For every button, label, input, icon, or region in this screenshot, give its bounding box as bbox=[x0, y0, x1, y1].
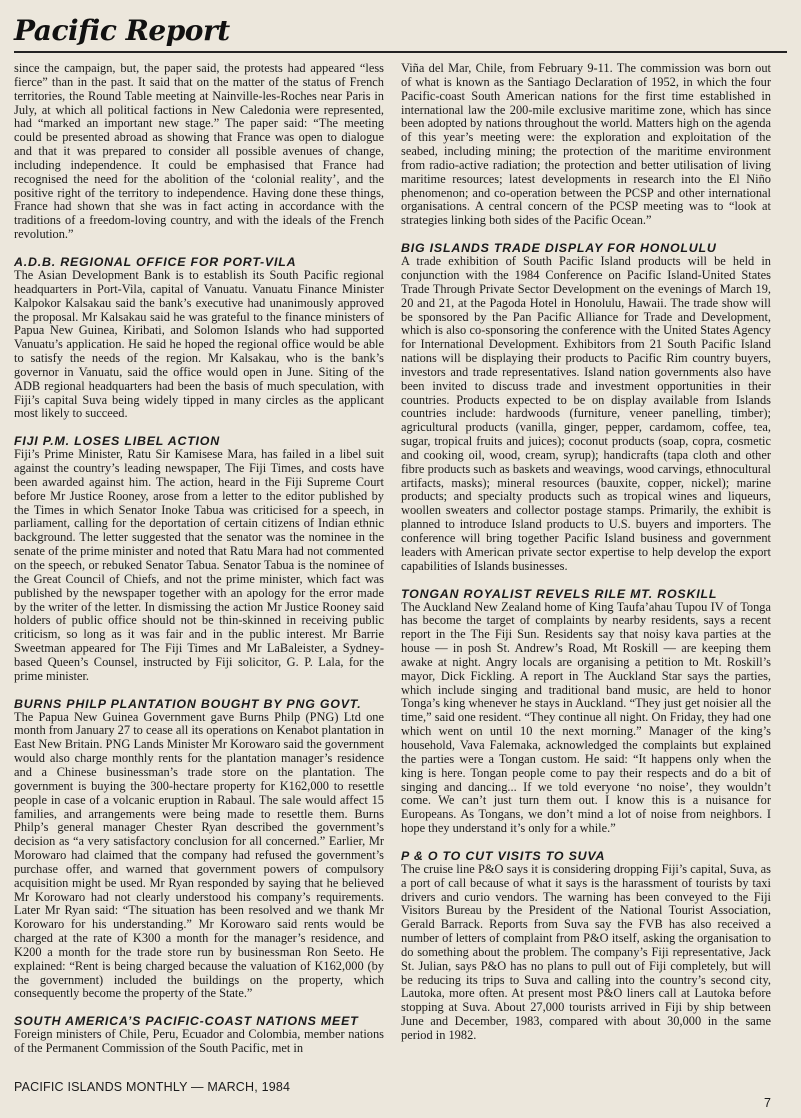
footer-issue-line: PACIFIC ISLANDS MONTHLY — MARCH, 1984 bbox=[14, 1080, 291, 1094]
burns-philp-heading: BURNS PHILP PLANTATION BOUGHT BY PNG GOVT. bbox=[14, 696, 362, 711]
trade-display-body: A trade exhibition of South Pacific Island products will be held in conjunction with the 1984 Conference on Pacific Island-United States Trade Through Private Sector Development on the evenings of March 19, 20 and 21, at the Pagoda Hotel in Honolulu, Hawaii. The trade show will be sponsored by the Pan Pacific Alliance for Trade and Development, which is also co-sponsoring the conference with the United States Agency for International Development. Exhibitors from 21 South Pacific Island nations will be displaying their products to Pacific Rim country buyers, investors and trade representatives. Island nation governments also have been invited to discuss trade and investment opportunities in their countries. Products expected to be on display available from Islands countries include: hardwoods (furniture, veneer panelling, timber); agricultural products (vanilla, ginger, pepper, cardamom, coffee, tea, sugar, tropical fruits and juices); coconut products (soap, copra, cosmetic and cooking oil, wood, cream, syrup); handicrafts (tapa cloth and other fibre products such as baskets and weavings, wood carvings, ethnocultural artifacts, masks); mineral resources (bauxite, copper, nickel); marine products; and specialty products such as tropical wines and liqueurs, woollen sweaters and collector postage stamps. Primarily, the exhibit is planned to introduce Island products to U.S. buyers and importers. The conference will bring together Pacific Island business and government leaders with American private sector expertise to help develop the export capabilities of Islands businesses. bbox=[401, 254, 771, 573]
header-rule bbox=[14, 51, 787, 53]
left-column bbox=[14, 62, 384, 1056]
fiji-libel-body: Fiji’s Prime Minister, Ratu Sir Kamisese Mara, has failed in a libel suit against the country’s leading newspaper, The Fiji Times, and costs have been awarded against him. The action, heard in the Fiji Supreme Court before Mr Justice Rooney, arose from a letter to the editor published by the Times in which Senator Inoke Tabua was criticised for a speech, in parliament, calling for the deportation of certain citizens of Indian ethnic background. The letter suggested that the senator was the nominee in the senate of the prime minister and noted that Ratu Mara had not commented on the speech, or rebuked Senator Tabua. Senator Tabua is the nominee of the Great Council of Chiefs, and not the prime minister, which fact was published by the newspaper together with an apology for the error made by the writer of the letter. In dismissing the action Mr Justice Rooney said holders of public office should not be thin-skinned in receiving public criticism, so long as it was fair and in the public interest. Mr Barrie Sweetman appeared for The Fiji Times and Mr LaBaleister, a Sydney-based Queen’s Counsel, instructed by Fiji solicitor, G. P. Lala, for the prime minister. bbox=[14, 447, 384, 683]
trade-display-heading: BIG ISLANDS TRADE DISPLAY FOR HONOLULU bbox=[401, 241, 717, 256]
tongan-revels-heading: TONGAN ROYALIST REVELS RILE MT. ROSKILL bbox=[401, 586, 718, 601]
adb-body: The Asian Development Bank is to establish its South Pacific regional headquarters in Port-Vila, capital of Vanuatu. Vanuatu Finance Minister Kalpokor Kalsakau said the bank’s executive had unanimously approved the proposal. Mr Kalsakau said he was grateful to the finance ministers of Papua New Guinea, Kiribati, and Solomon Islands who had supported Vanuatu’s application. He said he hoped the regional office would be able to satisfy the needs of the region. Mr Kalsakau, who is the bank’s governor in Vanuatu, said the office would open in June. Siting of the ADB regional headquarters had been the basis of much speculation, with Fiji’s capital Suva being widely tipped in many circles as the applicant most likely to succeed. bbox=[14, 267, 384, 421]
masthead-logo: Pacific Report bbox=[14, 14, 230, 47]
south-america-body: Foreign ministers of Chile, Peru, Ecuador and Colombia, member nations of the Permanent Commission of the South Pacific, met in bbox=[14, 1027, 384, 1056]
p-and-o-heading: P & O TO CUT VISITS TO SUVA bbox=[401, 848, 606, 863]
article-continuation: since the campaign, but, the paper said, the protests had appeared “less fierce” than in the past. It said that on the matter of the status of French territories, the Round Table meeting at Nainville-les-Roches near Paris in July, at which all political factions in New Caledonia were represented, had “marked an important new stage.” The paper said: “The meeting could be presented abroad as showing that France was open to dialogue and that it was prepared to consider all possible avenues of change, including independence. It could be emphasised that France had recognised the need for the abolition of the ‘colonial reality’, and the positive right of the territory to independence. Having done these things, France had shown that she was in fact acting in accordance with the traditions of a freedom-loving country, and with the ideals of the French revolution.” bbox=[14, 61, 384, 242]
burns-philp-body: The Papua New Guinea Government gave Burns Philp (PNG) Ltd one month from January 27 to cease all its operations on Kenabot plantation in East New Britain. PNG Lands Minister Mr Korowaro said the government would also charge monthly rents for the plantation manager’s residence and a Chinese businessman’s trade store on the plantation. The government is buying the 300-hectare property for K162,000 to resettle people in case of a volcanic eruption in Rabaul. The sale would affect 15 families, and arrangements were being made to resettle them. Burns Philp’s general manager Chester Ryan described the government’s decision as “a very satisfactory conclusion for all concerned.” Earlier, Mr Morowaro had claimed that the company had refused the government’s purchase offer, and warned that government powers of compulsory acquisition might be used. Mr Ryan responded by saying that he believed Mr Korowaro had not clearly understood his company’s requirements. Later Mr Ryan said: “The situation has been resolved and we thank Mr Korowaro for his understanding.” Mr Korowaro said rents would be charged at the rate of K300 a month for the manager’s residence, and K200 a month for the trade store run by businessman Ron Seeto. He explained: “Rent is being charged because the valuation of K162,000 (by the government) included the buildings on the property, which consequently become the property of the State.” bbox=[14, 709, 384, 1001]
fiji-libel-heading: FIJI P.M. LOSES LIBEL ACTION bbox=[14, 434, 220, 449]
adb-heading: A.D.B. REGIONAL OFFICE FOR PORT-VILA bbox=[14, 254, 297, 269]
south-america-continuation: Viña del Mar, Chile, from February 9-11. The commission was born out of what is known as the Santiago Declaration of 1952, in which the four Pacific-coast South American nations for the first time established in international law the 200-mile exclusive maritime zone, which has since been adopted by nations throughout the world. Matters high on the agenda of this year’s meeting were: the exploration and exploitation of the seabed, including mining; the protection of the maritime environment from radio-active radiation; the protection and better utilisation of living maritime resources; latest developments in research into the El Niño phenomenon; and co-operation between the PCSP and other international organisations. A central concern of the PCSP meeting was to “look at strategies linking both sides of the Pacific Ocean.” bbox=[401, 61, 771, 228]
tongan-revels-body: The Auckland New Zealand home of King Taufa’ahau Tupou IV of Tonga has become the target of complaints by nearby residents, says a recent report in the The Fiji Sun. Residents say that noisy kava parties at the house — in posh St. Andrew’s Road, Mt Roskill — are keeping them awake at night. Angry locals are organising a petition to Mt. Roskill’s mayor, Dick Fickling. A report in The Auckland Star says the parties, which include singing and traditional band music, are held to honor Tonga’s king whenever he stays in Auckland. “They just get noisier all the time,” said one resident. “They continue all night. On Friday, they had one which went on until 10 the next morning.” Manager of the king’s household, Vava Falemaka, acknowledged the complaints but explained the parties were a Tongan custom. He said: “It happens only when the king is here. Tongan people come to pay their respects and do a bit of singing and dancing... If we told everyone ‘no noise’, they wouldn’t come. We can’t just turn them out. I know this is a nuisance for Europeans. As Tongans, we don’t mind a lot of noise from neighbors. I hope they understand it’s only for a while.” bbox=[401, 599, 771, 836]
p-and-o-body: The cruise line P&O says it is considering dropping Fiji’s capital, Suva, as a port of call because of what it says is the harassment of tourists by taxi drivers and curio vendors. The warning has been conveyed to the Fiji Visitors Bureau by the President of the National Tourist Association, Gerald Barrack. Reports from Suva say the FVB has also received a number of letters of complaint from P&O itself, asking the organisation to do something about the problem. The company’s Fiji representative, Jack St. Julian, says P&O has no plans to pull out of Fiji completely, but will be reducing its trips to Suva and calling into the country’s second city, Lautoka, more often. At present most P&O liners call at Lautoka before stopping at Suva. About 27,000 tourists arrived in Fiji by ship between June and December, 1983, compared with about 30,000 in the same period in 1982. bbox=[401, 861, 771, 1042]
page-number: 7 bbox=[764, 1096, 771, 1110]
south-america-heading: SOUTH AMERICA’S PACIFIC-COAST NATIONS MEET bbox=[14, 1014, 359, 1029]
right-column bbox=[401, 62, 771, 1043]
